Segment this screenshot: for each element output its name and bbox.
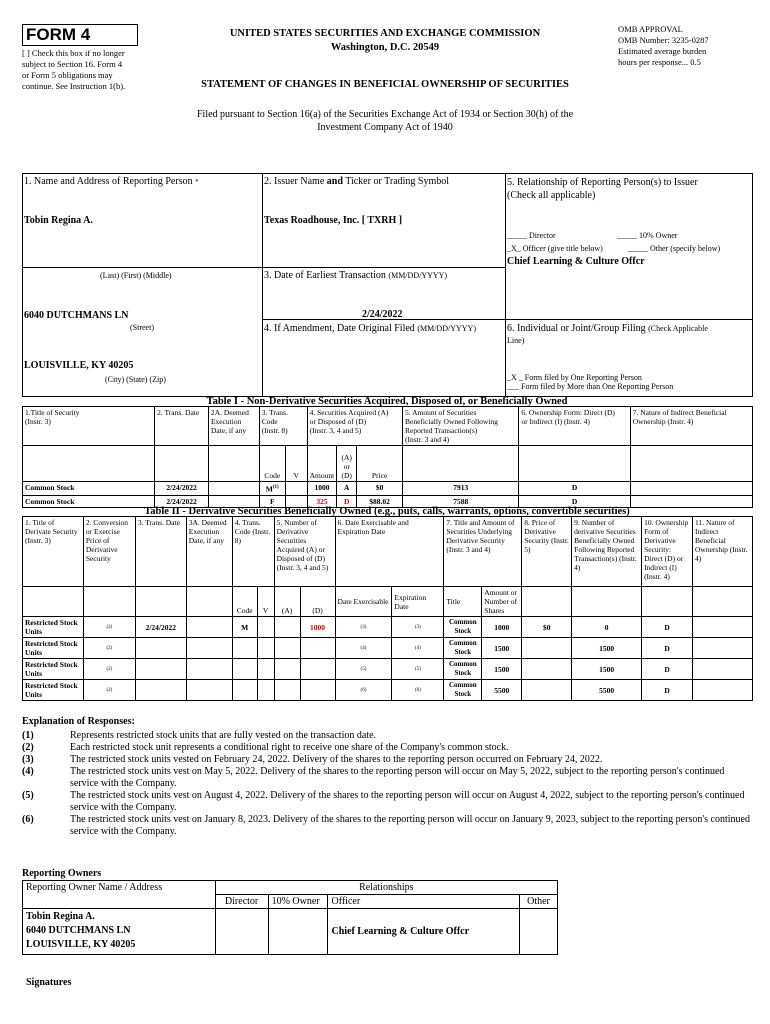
earliest-transaction-date: 2/24/2022 — [362, 309, 403, 320]
box2-label: 2. Issuer Name and Ticker or Trading Symbol — [264, 176, 450, 187]
t2-r1-d — [300, 638, 335, 659]
other-checkbox[interactable]: _____ Other (specify below) — [628, 244, 721, 253]
t2-r1-conv: (2) — [83, 638, 135, 659]
street-label: (Street) — [130, 323, 154, 332]
t2-r3-a — [274, 680, 300, 701]
t2-r3-d — [300, 680, 335, 701]
explanation-number: (6) — [22, 814, 34, 825]
t2-r0-d: 1000 — [300, 617, 335, 638]
t1-sub-v: V — [285, 446, 307, 482]
t2-sub-d: (D) — [300, 587, 335, 617]
t2-col-underlying: 7. Title and Amount of Securities Underlying Derivative Security (Instr. 3 and 4) — [444, 517, 522, 587]
t2-r3-v — [257, 680, 274, 701]
signatures-heading: Signatures — [26, 977, 72, 988]
t2-col-owned: 9. Number of derivative Securities Beneficially Owned Following Reported Transaction(s) (Instr. 4) — [572, 517, 642, 587]
t2-sub-exercisable: Date Exercisable — [335, 587, 392, 617]
t1-r0-amount: 1000 — [307, 482, 337, 496]
t2-r2-v — [257, 659, 274, 680]
t2-col-form: 10. Ownership Form of Derivative Security: Direct (D) or Indirect (I) (Instr. 4) — [642, 517, 693, 587]
owners-col-officer: Officer — [328, 895, 520, 909]
table-row — [23, 680, 753, 701]
explanation-item — [22, 766, 752, 790]
statement-title: STATEMENT OF CHANGES IN BENEFICIAL OWNERSHIP OF SECURITIES — [201, 79, 569, 90]
t1-r1-title: Common Stock — [23, 495, 155, 507]
t2-r0-form: D — [642, 617, 693, 638]
t2-col-price: 8. Price of Derivative Security (Instr. 5) — [522, 517, 572, 587]
owners-col-relationships: Relationships — [215, 881, 557, 895]
t2-r3-title: Restricted Stock Units — [23, 680, 84, 701]
reporting-person-name: Tobin Regina A. — [24, 215, 93, 226]
t2-r0-conv: (2) — [83, 617, 135, 638]
explanation-item — [22, 742, 752, 754]
box4-label: 4. If Amendment, Date Original Filed (MM/DD/YYYY) — [264, 323, 476, 334]
t2-r2-conv: (2) — [83, 659, 135, 680]
t2-r3-deemed — [186, 680, 232, 701]
t2-r3-exp: (6) — [392, 680, 444, 701]
t2-r2-owned: 1500 — [572, 659, 642, 680]
explanation-text: Represents restricted stock units that are fully vested on the transaction date. — [70, 730, 377, 741]
t1-r0-form: D — [519, 482, 630, 496]
t1-sub-code: Code — [259, 446, 285, 482]
t2-sub-title: Title — [444, 587, 482, 617]
box1-label: 1. Name and Address of Reporting Person * — [24, 176, 199, 187]
t2-r0-ex: (3) — [335, 617, 392, 638]
t1-r1-price: $88.02 — [357, 495, 403, 507]
t2-r0-code: M — [232, 617, 257, 638]
t2-r3-ul-amt: 5500 — [482, 680, 522, 701]
t2-r2-ul-amt: 1500 — [482, 659, 522, 680]
t1-r1-code: F — [259, 495, 285, 507]
t1-col-form: 6. Ownership Form: Direct (D) or Indirect (I) (Instr. 4) — [519, 407, 630, 446]
t1-col-owned: 5. Amount of Securities Beneficially Owned Following Reported Transaction(s) (Instr. 3 and 4) — [403, 407, 519, 446]
t2-r3-owned: 5500 — [572, 680, 642, 701]
box5-label: 5. Relationship of Reporting Person(s) to Issuer (Check all applicable) — [507, 177, 698, 201]
t2-r1-exp: (4) — [392, 638, 444, 659]
t2-r0-title: Restricted Stock Units — [23, 617, 84, 638]
owner-officer-title: Chief Learning & Culture Offcr — [328, 909, 520, 955]
reporting-owners-title: Reporting Owners — [22, 868, 102, 879]
explanation-title: Explanation of Responses: — [22, 716, 135, 727]
t2-r2-ex: (5) — [335, 659, 392, 680]
t2-r0-ul-title: Common Stock — [444, 617, 482, 638]
t2-col-deemed: 3A. Deemed Execution Date, if any — [186, 517, 232, 587]
form-title: FORM 4 — [22, 24, 138, 46]
t2-r1-nature — [693, 638, 753, 659]
t2-r2-code — [232, 659, 257, 680]
t2-r1-a — [274, 638, 300, 659]
name-parts-label: (Last) (First) (Middle) — [100, 271, 172, 280]
table2-derivative — [22, 516, 753, 701]
t1-r0-date: 2/24/2022 — [155, 482, 209, 496]
t2-r1-ul-title: Common Stock — [444, 638, 482, 659]
t1-r0-owned: 7913 — [403, 482, 519, 496]
box6-label: 6. Individual or Joint/Group Filing (Check Applicable Line) — [507, 323, 708, 345]
table-row — [23, 909, 558, 955]
t2-sub-amount: Amount or Number of Shares — [482, 587, 522, 617]
t2-r3-price — [522, 680, 572, 701]
t2-col-code: 4. Trans. Code (Instr. 8) — [232, 517, 274, 587]
t2-r1-code — [232, 638, 257, 659]
t2-r1-ex: (4) — [335, 638, 392, 659]
owners-col-director: Director — [215, 895, 268, 909]
box1-divider — [22, 267, 263, 268]
explanation-number: (1) — [22, 730, 34, 741]
t2-col-nature: 11. Nature of Indirect Beneficial Ownership (Instr. 4) — [693, 517, 753, 587]
t2-r2-d — [300, 659, 335, 680]
t2-r1-title: Restricted Stock Units — [23, 638, 84, 659]
t1-col-code: 3. Trans. Code (Instr. 8) — [259, 407, 307, 446]
t1-col-title: 1.Title of Security (Instr. 3) — [23, 407, 155, 446]
explanation-text: Each restricted stock unit represents a conditional right to receive one share of the Company's common stock. — [70, 742, 509, 753]
issuer-name: Texas Roadhouse, Inc. [ TXRH ] — [264, 215, 403, 226]
t1-r0-title: Common Stock — [23, 482, 155, 496]
t2-col-conversion: 2. Conversion or Exercise Price of Derivative Security — [83, 517, 135, 587]
t2-r3-form: D — [642, 680, 693, 701]
t1-r0-price: $0 — [357, 482, 403, 496]
explanation-number: (5) — [22, 790, 34, 801]
table-row — [23, 617, 753, 638]
t2-r3-nature — [693, 680, 753, 701]
t2-col-exercisable: 6. Date Exercisable and Expiration Date — [335, 517, 444, 587]
t2-sub-a: (A) — [274, 587, 300, 617]
t2-r1-deemed — [186, 638, 232, 659]
t2-r0-nature — [693, 617, 753, 638]
filed-pursuant: Filed pursuant to Section 16(a) of the Securities Exchange Act of 1934 or Section 30(h) of the Investment Company Act of 1940 — [196, 109, 574, 133]
explanation-number: (4) — [22, 766, 34, 777]
t1-sub-amount: Amount — [307, 446, 337, 482]
city-label: (City) (State) (Zip) — [105, 375, 166, 384]
t2-r0-exp: (3) — [392, 617, 444, 638]
t1-col-deemed: 2A. Deemed Execution Date, if any — [208, 407, 259, 446]
table-row — [23, 659, 753, 680]
t2-r3-ul-title: Common Stock — [444, 680, 482, 701]
officer-checkbox[interactable]: _X_ Officer (give title below) — [507, 244, 603, 253]
t2-r1-date — [135, 638, 186, 659]
table1-title: Table I - Non-Derivative Securities Acquired, Disposed of, or Beneficially Owned — [206, 396, 568, 407]
t2-r2-nature — [693, 659, 753, 680]
t1-sub-ad: (A) or (D) — [337, 446, 357, 482]
multi-person-filing-option[interactable]: ___ Form filed by More than One Reporting Person — [507, 382, 674, 391]
explanation-item — [22, 814, 752, 838]
t2-r0-ul-amt: 1000 — [482, 617, 522, 638]
explanation-of-responses — [22, 716, 752, 838]
owners-col-name: Reporting Owner Name / Address — [23, 881, 216, 909]
t2-sub-expiration: Expiration Date — [392, 587, 444, 617]
table1-non-derivative — [22, 406, 753, 508]
t2-r3-code — [232, 680, 257, 701]
t2-sub-code: Code — [232, 587, 257, 617]
t2-r1-v — [257, 638, 274, 659]
t2-r1-form: D — [642, 638, 693, 659]
explanation-text: The restricted stock units vest on May 5, 2022. Delivery of the shares to the reporting person will occur on May 5, 2022, subject to the reporting person's continued service with the Company. — [70, 766, 725, 789]
reporting-person-street: 6040 DUTCHMANS LN — [24, 310, 129, 321]
t1-r1-owned: 7588 — [403, 495, 519, 507]
ten-pct-owner-checkbox[interactable]: _____ 10% Owner — [617, 231, 678, 240]
t2-r2-exp: (5) — [392, 659, 444, 680]
t2-r1-ul-amt: 1500 — [482, 638, 522, 659]
explanation-item — [22, 730, 752, 742]
t2-r3-ex: (6) — [335, 680, 392, 701]
explanation-text: The restricted stock units vest on August 4, 2022. Delivery of the shares to the reporting person will occur on August 4, 2022, subject to the reporting person's continued service with the Company. — [70, 790, 745, 813]
explanation-number: (3) — [22, 754, 34, 765]
t2-r1-owned: 1500 — [572, 638, 642, 659]
t2-r0-date: 2/24/2022 — [135, 617, 186, 638]
t2-r0-a — [274, 617, 300, 638]
owners-col-ten-pct: 10% Owner — [268, 895, 328, 909]
t2-r2-ul-title: Common Stock — [444, 659, 482, 680]
t2-r0-v — [257, 617, 274, 638]
t2-r0-deemed — [186, 617, 232, 638]
t1-r0-code: $M^{(1)}$ — [259, 482, 285, 496]
t1-col-nature: 7. Nature of Indirect Beneficial Ownership (Instr. 4) — [630, 407, 752, 446]
table2-title: Table II - Derivative Securities Beneficially Owned (e.g., puts, calls, warrants, options, convertible securities) — [144, 506, 630, 517]
owner-address: Tobin Regina A. 6040 DUTCHMANS LN LOUISVILLE, KY 40205 — [23, 909, 216, 955]
t2-sub-v: V — [257, 587, 274, 617]
officer-title: Chief Learning & Culture Offcr — [507, 256, 645, 267]
t1-r1-form: D — [519, 495, 630, 507]
t1-sub-price: Price — [357, 446, 403, 482]
t2-r2-title: Restricted Stock Units — [23, 659, 84, 680]
t1-r1-date: 2/24/2022 — [155, 495, 209, 507]
no-longer-subject-note: [ ] Check this box if no longer subject to Section 16. Form 4 or Form 5 obligations may continue. See Instruction 1(b). — [22, 48, 126, 91]
t1-r1-ad: D — [337, 495, 357, 507]
reporting-person-city: LOUISVILLE, KY 40205 — [24, 360, 134, 371]
t2-r2-price — [522, 659, 572, 680]
t2-r3-conv: (2) — [83, 680, 135, 701]
omb-approval: OMB APPROVAL OMB Number: 3235-0287 Estimated average burden hours per response... 0.5 — [618, 24, 709, 67]
one-person-filing-option[interactable]: _X _ Form filed by One Reporting Person — [507, 373, 642, 382]
table-row — [23, 482, 753, 496]
box3-label: 3. Date of Earliest Transaction (MM/DD/YYYY) — [264, 270, 448, 281]
owners-col-other: Other — [520, 895, 558, 909]
table-row — [23, 638, 753, 659]
explanation-number: (2) — [22, 742, 34, 753]
t2-r1-price — [522, 638, 572, 659]
explanation-text: The restricted stock units vested on February 24, 2022. Delivery of the shares to the reporting person occurred on February 24, 2022. — [70, 754, 603, 765]
t2-r2-a — [274, 659, 300, 680]
reporting-owners-table — [22, 880, 558, 955]
t2-r2-form: D — [642, 659, 693, 680]
director-checkbox[interactable]: _____ Director — [507, 231, 556, 240]
explanation-item — [22, 754, 752, 766]
t2-r0-owned: 0 — [572, 617, 642, 638]
agency-header: UNITED STATES SECURITIES AND EXCHANGE COMMISSION Washington, D.C. 20549 — [229, 28, 541, 53]
t2-col-number: 5. Number of Derivative Securities Acquired (A) or Disposed of (D) (Instr. 3, 4 and 5) — [274, 517, 335, 587]
t2-col-title: 1. Title of Derivate Security (Instr. 3) — [23, 517, 84, 587]
t1-r0-ad: A — [337, 482, 357, 496]
t2-col-date: 3. Trans. Date — [135, 517, 186, 587]
t1-col-date: 2. Trans. Date — [155, 407, 209, 446]
t2-r3-date — [135, 680, 186, 701]
t2-r2-date — [135, 659, 186, 680]
explanation-text: The restricted stock units vest on January 8, 2023. Delivery of the shares to the reporting person will occur on January 9, 2023, subject to the reporting person's continued service with the Company. — [70, 814, 750, 837]
explanation-item — [22, 790, 752, 814]
t2-r0-price: $0 — [522, 617, 572, 638]
t2-r2-deemed — [186, 659, 232, 680]
t1-r1-amount: 325 — [307, 495, 337, 507]
t1-col-acquired: 4. Securities Acquired (A) or Disposed of (D) (Instr. 3, 4 and 5) — [307, 407, 402, 446]
